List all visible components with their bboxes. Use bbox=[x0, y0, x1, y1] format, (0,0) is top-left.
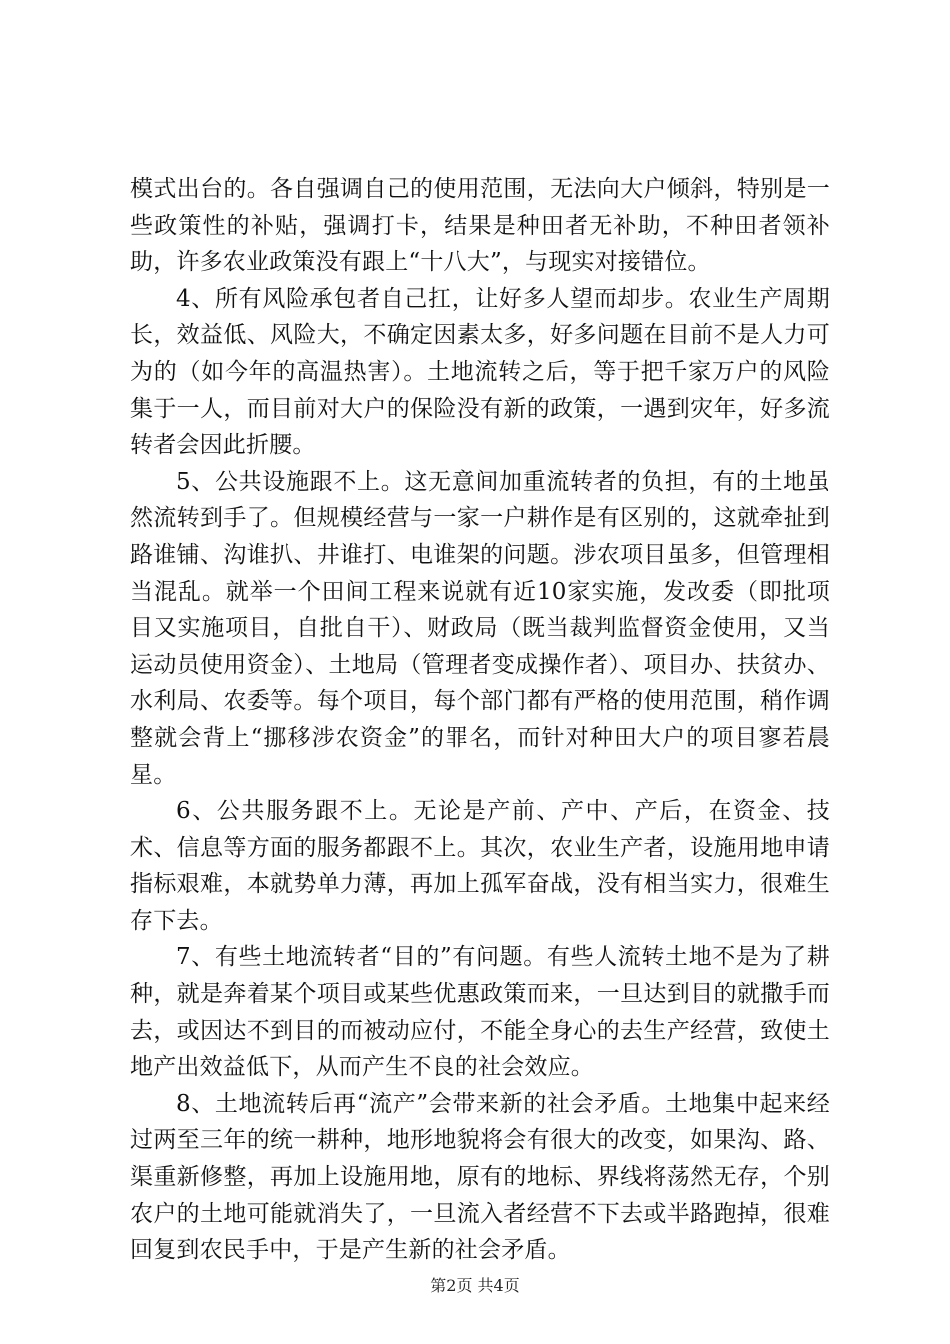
paragraph-item-4: 4、所有风险承包者自己扛，让好多人望而却步。农业生产周期长，效益低、风险大，不确定因素太多，好多问题在目前不是人力可为的（如今年的高温热害）。土地流转之后，等于把千家万户的风险集于一人，而目前对大户的保险没有新的政策，一遇到灾年，好多流转者会因此折腰。 bbox=[130, 285, 830, 459]
page-number-footer: 第2页 共4页 bbox=[430, 1276, 520, 1295]
paragraph-continuation: 模式出台的。各自强调自己的使用范围，无法向大户倾斜，特别是一些政策性的补贴，强调打卡，结果是种田者无补助，不种田者领补助，许多农业政策没有跟上“十八大”，与现实对接错位。 bbox=[130, 176, 830, 276]
paragraph-item-5: 5、公共设施跟不上。这无意间加重流转者的负担，有的土地虽然流转到手了。但规模经营与一家一户耕作是有区别的，这就牵扯到路谁铺、沟谁扒、井谁打、电谁架的问题。涉农项目虽多，但管理相当混乱。就举一个田间工程来说就有近10家实施，发改委（即批项目又实施项目，自批自干）、财政局（既当裁判监督资金使用，又当运动员使用资金）、土地局（管理者变成操作者）、项目办、扶贫办、水利局、农委等。每个项目，每个部门都有严格的使用范围，稍作调整就会背上“挪移涉农资金”的罪名，而针对种田大户的项目寥若晨星。 bbox=[130, 468, 830, 788]
paragraph-item-6: 6、公共服务跟不上。无论是产前、产中、产后，在资金、技术、信息等方面的服务都跟不上。其次，农业生产者，设施用地申请指标艰难，本就势单力薄，再加上孤军奋战，没有相当实力，很难生存下去。 bbox=[130, 798, 830, 934]
paragraph-item-7: 7、有些土地流转者“目的”有问题。有些人流转土地不是为了耕种，就是奔着某个项目或某些优惠政策而来，一旦达到目的就撒手而去，或因达不到目的而被动应付，不能全身心的去生产经营，致使土地产出效益低下，从而产生不良的社会效应。 bbox=[130, 944, 830, 1081]
document-body bbox=[130, 171, 830, 1269]
paragraph-item-8: 8、土地流转后再“流产”会带来新的社会矛盾。土地集中起来经过两至三年的统一耕种，地形地貌将会有很大的改变，如果沟、路、渠重新修整，再加上设施用地，原有的地标、界线将荡然无存，个别农户的土地可能就消失了，一旦流入者经营不下去或半路跑掉，很难回复到农民手中，于是产生新的社会矛盾。 bbox=[130, 1090, 830, 1264]
